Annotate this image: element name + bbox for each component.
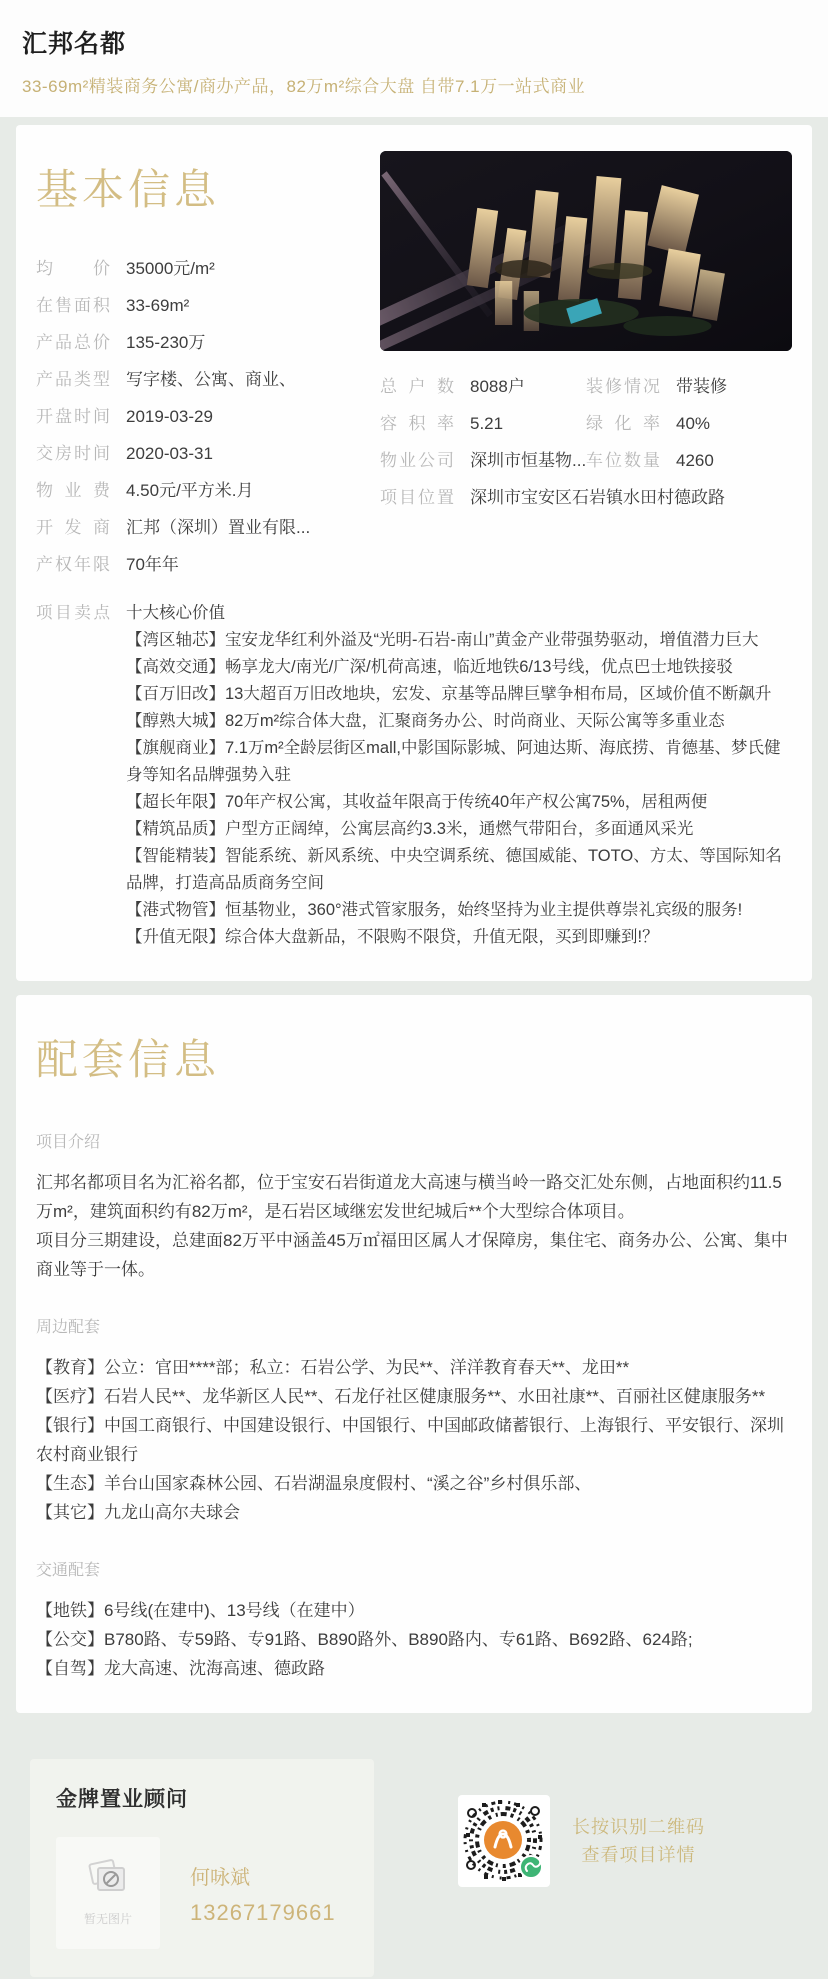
- consultant-card: [30, 1759, 374, 1977]
- info-value: 汇邦（深圳）置业有限...: [126, 518, 311, 537]
- info-row-tenure: [36, 555, 358, 574]
- stat-plot-ratio: [380, 414, 586, 433]
- qr-tip-line1: 长按识别二维码: [572, 1817, 705, 1837]
- info-label: 项目位置: [380, 488, 454, 507]
- info-row-area: [36, 296, 358, 315]
- info-value: 深圳市宝安区石岩镇水田村德政路: [470, 488, 725, 507]
- stat-property-company: [380, 451, 586, 470]
- info-value: 33-69m²: [126, 296, 190, 315]
- info-row-total-price: [36, 333, 358, 352]
- transport-item: 【公交】B780路、专59路、专91路、B890路外、B890路内、专61路、B692路、624路;: [36, 1630, 693, 1649]
- intro-paragraph: 项目分三期建设，总建面82万平中涵盖45万㎡福田区属人才保障房，集住宅、商务办公、公寓、集中商业等于一体。: [36, 1231, 788, 1279]
- project-subtitle: 33-69m²精装商务公寓/商办产品，82万m²综合大盘 自带7.1万一站式商业: [22, 77, 586, 96]
- info-label: 交房时间: [36, 444, 110, 463]
- consultant-phone[interactable]: 13267179661: [190, 1899, 336, 1925]
- transport-label: 交通配套: [36, 1562, 101, 1579]
- info-value: 40%: [676, 414, 711, 433]
- selling-point: 【升值无限】综合体大盘新品，不限购不限贷，升值无限，买到即赚到!？: [126, 928, 659, 946]
- consultant-footer: [30, 1759, 798, 1955]
- basic-info-card: [16, 125, 812, 981]
- photo-stack-icon: [87, 1859, 129, 1902]
- info-label: 产品类型: [36, 370, 110, 389]
- info-label: 绿化率: [586, 414, 660, 433]
- basic-info-section-title: 基本信息: [36, 166, 221, 213]
- qr-center-logo: [484, 1821, 522, 1859]
- selling-point: 【港式物管】恒基物业，360°港式管家服务，始终坚持为业主提供尊崇礼宾级的服务!: [126, 901, 743, 919]
- info-row-product-type: [36, 370, 358, 389]
- info-value: 写字楼、公寓、商业、: [126, 370, 296, 389]
- transport-item: 【地铁】6号线(在建中)、13号线（在建中）: [36, 1601, 365, 1620]
- qr-section: [458, 1795, 705, 1887]
- info-row-open-date: [36, 407, 358, 426]
- selling-points-label: 项目卖点: [36, 604, 110, 622]
- facilities-card: [16, 995, 812, 1713]
- info-label: 产品总价: [36, 333, 110, 352]
- around-item: 【教育】公立：官田****部；私立：石岩公学、为民**、洋洋教育春天**、龙田**: [36, 1358, 630, 1377]
- info-row-price: [36, 259, 358, 278]
- qr-tip-line2: 查看项目详情: [581, 1845, 696, 1865]
- info-value: 带装修: [676, 377, 727, 396]
- project-title: 汇邦名都: [22, 30, 127, 58]
- info-label: 开盘时间: [36, 407, 110, 426]
- info-label: 物业费: [36, 481, 110, 500]
- info-value: 4260: [676, 451, 714, 470]
- around-item: 【银行】中国工商银行、中国建设银行、中国银行、中国邮政储蓄银行、上海银行、平安银行、深圳农村商业银行: [36, 1416, 784, 1464]
- selling-points-section: [36, 600, 792, 951]
- selling-point: 【湾区轴芯】宝安龙华红利外溢及“光明-石岩-南山”黄金产业带强势驱动，增值潜力巨大: [126, 631, 759, 649]
- facilities-section-title: 配套信息: [36, 1036, 221, 1083]
- info-label: 开发商: [36, 518, 110, 537]
- qr-tip-text: [572, 1813, 705, 1869]
- selling-point: 【精筑品质】户型方正阔绰，公寓层高约3.3米，通燃气带阳台，多面通风采光: [126, 820, 694, 838]
- consultant-section-title: 金牌置业顾问: [56, 1788, 188, 1811]
- consultant-avatar-placeholder: [56, 1837, 160, 1949]
- info-label: 物业公司: [380, 451, 454, 470]
- info-row-property-fee: [36, 481, 358, 500]
- transport-item: 【自驾】龙大高速、沈海高速、德政路: [36, 1659, 325, 1678]
- selling-point: 【高效交通】畅享龙大/南光/广深/机荷高速，临近地铁6/13号线，优点巴士地铁接驳: [126, 658, 733, 676]
- around-item: 【生态】羊台山国家森林公园、石岩湖温泉度假村、“溪之谷”乡村俱乐部、: [36, 1474, 592, 1493]
- info-label: 容积率: [380, 414, 454, 433]
- stats-row: [380, 414, 792, 451]
- info-label: 车位数量: [586, 451, 660, 470]
- info-label: 在售面积: [36, 296, 110, 315]
- qr-code[interactable]: [458, 1795, 550, 1887]
- info-row-delivery-date: [36, 444, 358, 463]
- no-image-caption: 暂无图片: [83, 1912, 132, 1926]
- info-value: 5.21: [470, 414, 504, 433]
- info-label: 产权年限: [36, 555, 110, 574]
- stat-parking: [586, 451, 792, 470]
- info-value: 2019-03-29: [126, 407, 213, 426]
- info-value: 70年年: [126, 555, 179, 574]
- stat-decoration: [586, 377, 792, 396]
- info-label: 总户数: [380, 377, 454, 396]
- info-label: 均价: [36, 259, 110, 278]
- stat-households: [380, 377, 586, 396]
- info-row-location: [380, 488, 792, 507]
- info-row-developer: [36, 518, 358, 537]
- info-value: 4.50元/平方米.月: [126, 481, 254, 500]
- selling-point: 【超长年限】70年产权公寓，其收益年限高于传统40年产权公寓75%，居租两便: [126, 793, 708, 811]
- selling-point: 【智能精装】智能系统、新风系统、中央空调系统、德国威能、TOTO、方太、等国际知名品牌，打造高品质商务空间: [126, 847, 782, 892]
- selling-point: 【百万旧改】13大超百万旧改地块，宏发、京基等品牌巨擘争相布局，区域价值不断飙升: [126, 685, 772, 703]
- around-label: 周边配套: [36, 1319, 101, 1336]
- info-value: 深圳市恒基物...: [470, 451, 586, 470]
- intro-label: 项目介绍: [36, 1134, 101, 1151]
- stats-row: [380, 377, 792, 414]
- info-value: 8088户: [470, 377, 525, 396]
- around-item: 【其它】九龙山高尔夫球会: [36, 1503, 240, 1522]
- info-value: 2020-03-31: [126, 444, 213, 463]
- info-value: 35000元/m²: [126, 259, 215, 278]
- mini-program-badge-icon: [520, 1856, 542, 1878]
- project-rendering-image: [380, 151, 792, 351]
- page-header: [0, 0, 828, 117]
- selling-point: 【旗舰商业】7.1万m²全龄层街区mall,中影国际影城、阿迪达斯、海底捞、肯德基、梦氏健身等知名品牌强势入驻: [126, 739, 781, 784]
- info-value: 135-230万: [126, 333, 206, 352]
- intro-paragraph: 汇邦名都项目名为汇裕名都，位于宝安石岩街道龙大高速与横当岭一路交汇处东侧，占地面积约11.5万m²，建筑面积约有82万m²，是石岩区域继宏发世纪城后**个大型综合体项目。: [36, 1173, 782, 1221]
- consultant-name: 何咏斌: [190, 1866, 250, 1889]
- info-label: 装修情况: [586, 377, 660, 396]
- selling-point: 【醇熟大城】82万m²综合体大盘，汇聚商务办公、时尚商业、天际公寓等多重业态: [126, 712, 725, 730]
- stats-row: [380, 451, 792, 488]
- selling-points-heading: 十大核心价值: [126, 604, 225, 622]
- stat-greening-rate: [586, 414, 792, 433]
- around-item: 【医疗】石岩人民**、龙华新区人民**、石龙仔社区健康服务**、水田社康**、百丽社区健康服务**: [36, 1387, 766, 1406]
